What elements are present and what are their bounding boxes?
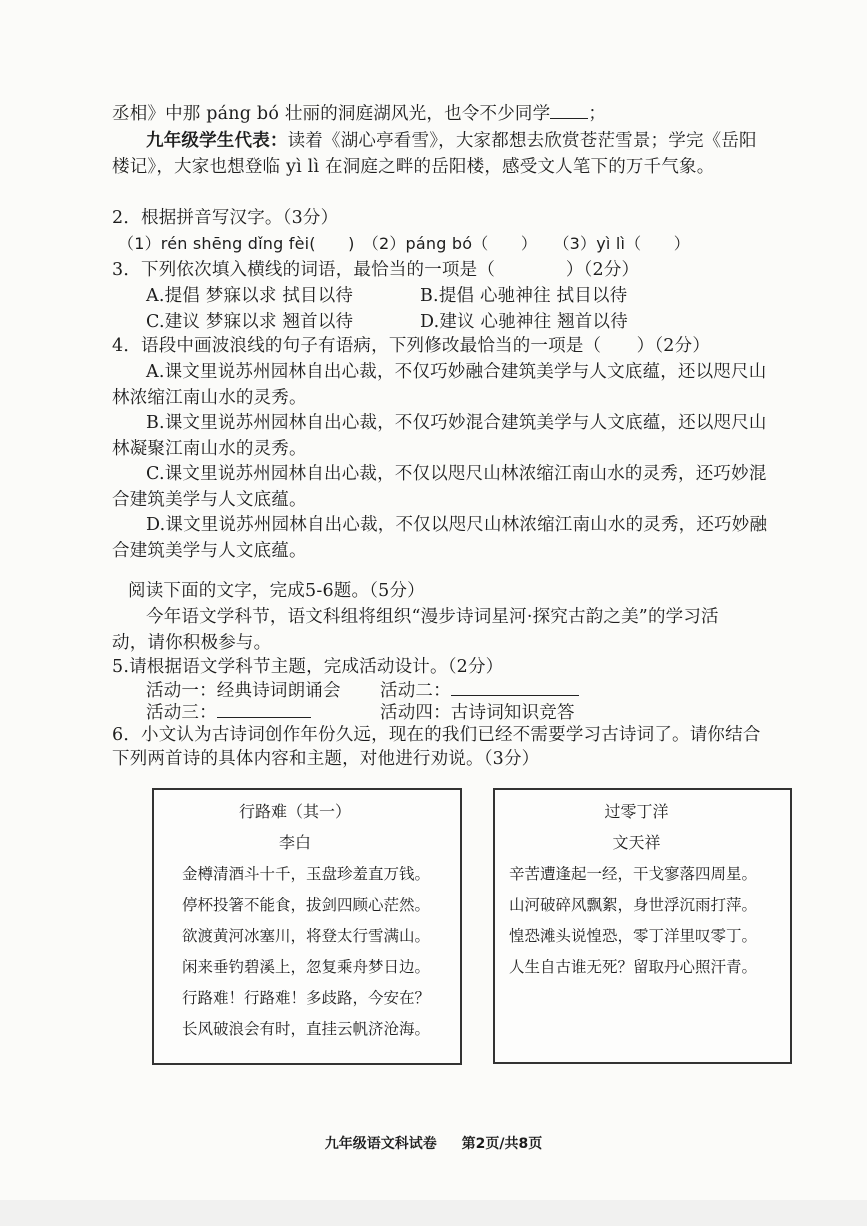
student-rep-label: 九年级学生代表： [146,131,288,151]
q3-option-a: A.提倡 梦寐以求 拭目以待 [146,286,354,306]
activity-3-label: 活动三： [146,703,217,723]
q4-option-b-line1: B.课文里说苏州园林自出心裁，不仅巧妙混合建筑美学与人文底蕴，还以咫尺山 [146,413,767,433]
bottom-margin [0,1200,867,1226]
poem-line: 人生自古谁无死？留取丹心照汗青。 [509,958,758,976]
poem-line: 长风破浪会有时，直挂云帆济沧海。 [182,1020,431,1038]
q4-option-a-line1: A.课文里说苏州园林自出心裁，不仅巧妙融合建筑美学与人文底蕴，还以咫尺山 [146,362,767,382]
q4-option-d-line2: 合建筑美学与人文底蕴。 [112,541,307,561]
activity-3-blank [217,701,311,718]
reading-title: 阅读下面的文字，完成5-6题。（5分） [128,581,425,601]
q4-option-d-line1: D.课文里说苏州园林自出心裁，不仅以咫尺山林浓缩江南山水的灵秀，还巧妙融 [146,515,768,535]
q3-title: 3．下列依次填入横线的词语，最恰当的一项是（ ）（2分） [112,260,640,280]
intro-text-2: 读着《湖心亭看雪》，大家都想去欣赏苍茫雪景；学完《岳阳 [287,131,757,151]
answer-blank [550,102,588,119]
poem-author: 文天祥 [612,833,661,852]
intro-line-3: 楼记》，大家也想登临 yì lì 在洞庭之畔的岳阳楼，感受文人笔下的万千气象。 [112,157,715,177]
q5-activity-4: 活动四：古诗词知识竞答 [380,703,575,723]
intro-line-1 [112,101,797,127]
poem-line: 停杯投箸不能食，拔剑四顾心茫然。 [182,896,431,914]
q6-line-2: 下列两首诗的具体内容和主题，对他进行劝说。（3分） [112,749,540,769]
activity-2-blank [451,679,579,696]
reading-para-2: 动，请你积极参与。 [112,633,272,653]
poem-title: 行路难（其一） [238,802,351,821]
q3-option-c: C.建议 梦寐以求 翘首以待 [146,312,354,332]
poem-line: 惶恐滩头说惶恐，零丁洋里叹零丁。 [509,927,758,945]
poem-title: 过零丁洋 [604,802,669,821]
poem-line: 山河破碎风飘絮，身世浮沉雨打萍。 [509,896,758,914]
activity-2-label: 活动二： [380,681,451,701]
q4-option-b-line2: 林凝聚江南山水的灵秀。 [112,439,307,459]
intro-text-1: 丞相》中那 páng bó 壮丽的洞庭湖风光，也令不少同学 [112,104,551,124]
poem-box-xinglunan [152,788,462,1065]
q3-option-b: B.提倡 心驰神往 拭目以待 [420,286,628,306]
poem-line: 行路难！行路难！多歧路，今安在？ [182,989,431,1007]
q4-option-a-line2: 林浓缩江南山水的灵秀。 [112,388,307,408]
poem-author: 李白 [278,833,311,852]
q3-option-d: D.建议 心驰神往 翘首以待 [420,312,628,332]
poem-line: 辛苦遭逢起一经，干戈寥落四周星。 [509,865,758,883]
reading-para-1: 今年语文学科节，语文科组将组织“漫步诗词星河·探究古韵之美”的学习活 [146,607,719,627]
q4-option-c-line2: 合建筑美学与人文底蕴。 [112,490,307,510]
q4-title: 4．语段中画波浪线的句子有语病，下列修改最恰当的一项是（ ）（2分） [112,336,711,356]
q5-activity-1: 活动一：经典诗词朗诵会 [146,681,341,701]
q4-option-c-line1: C.课文里说苏州园林自出心裁，不仅以咫尺山林浓缩江南山水的灵秀，还巧妙混 [146,464,767,484]
intro-line-2 [146,128,797,154]
q5-title: 5.请根据语文学科节主题，完成活动设计。（2分） [112,657,504,677]
q2-title: 2．根据拼音写汉字。（3分） [112,208,339,228]
q6-line-1: 6．小文认为古诗词创作年份久远，现在的我们已经不需要学习古诗词了。请你结合 [112,725,761,745]
page-footer [0,1133,867,1153]
poem-line: 欲渡黄河冰塞川，将登太行雪满山。 [182,927,431,945]
poem-line: 金樽清酒斗十千，玉盘珍羞直万钱。 [182,865,431,883]
poem-line: 闲来垂钓碧溪上，忽复乘舟梦日边。 [182,958,431,976]
intro-text-1-end: ； [588,104,607,124]
poem-box-guolingdingyang [493,788,792,1064]
q2-pinyin-items: （1）rén shēng dǐng fèi( ) （2）páng bó（ ） （3）yì lì（ ） [118,234,690,253]
page-number: 第2页/共8页 [461,1136,543,1152]
exam-name: 九年级语文科试卷 [324,1136,437,1152]
